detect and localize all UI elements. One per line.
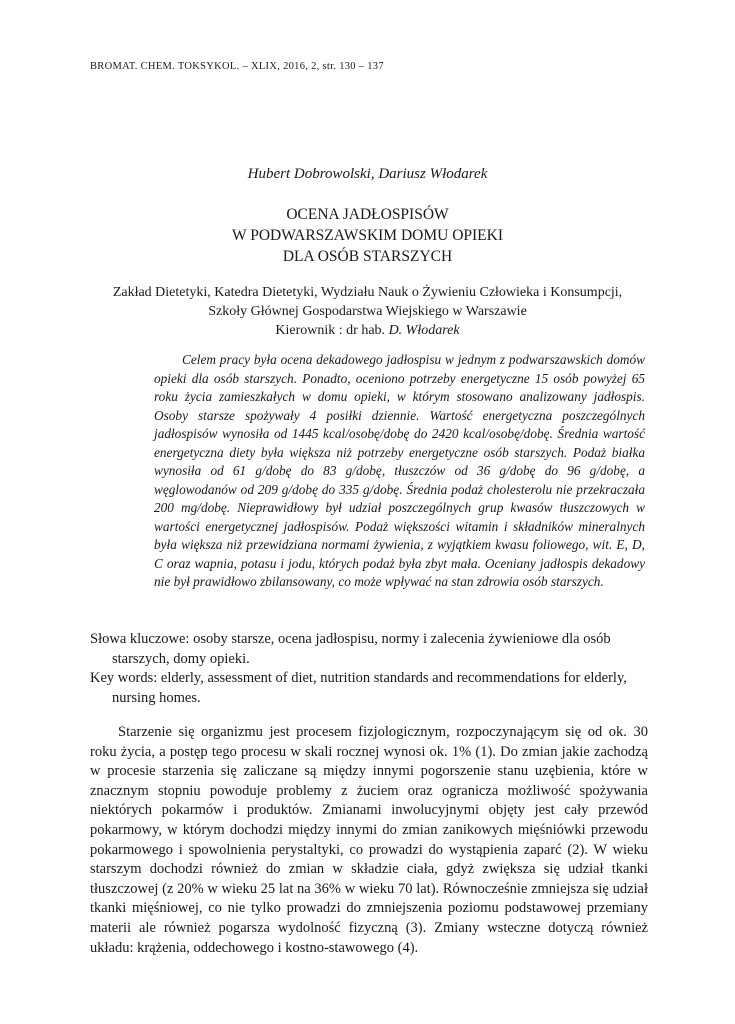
affiliation-head-name: D. Włodarek [388,323,460,338]
affiliation-head-label: Kierownik : dr hab. [275,323,386,338]
title-line-1: OCENA JADŁOSPISÓW [286,206,449,223]
affiliation-head [0,321,735,340]
journal-header: BROMAT. CHEM. TOKSYKOL. – XLIX, 2016, 2, str. 130 – 137 [90,61,384,72]
title-line-3: DLA OSÓB STARSZYCH [282,248,453,265]
keywords-block [90,630,648,708]
affiliation-line-2: Szkoły Głównej Gospodarstwa Wiejskiego w Warszawie [208,304,527,319]
keywords-polish: Słowa kluczowe: osoby starsze, ocena jadłospisu, normy i zalecenia żywieniowe dla osób starszych, domy opieki. [90,631,611,667]
article-title [0,204,735,267]
body-paragraph-1: Starzenie się organizmu jest procesem fizjologicznym, rozpoczynającym się od ok. 30 roku życia, a postęp tego procesu w skali rocznej wynosi ok. 1% (1). Do zmian jakie zachodzą w procesie starzenia się zaliczane są między innymi pogorszenie stanu uzębienia, które w znacznym stopniu powoduje problemy z żuciem oraz ogranicza możliwość spożywania niektórych pokarmów i produktów. Zmianami inwolucyjnymi objęty jest cały przewód pokarmowy, w którym dochodzi między innymi do zmian zanikowych mięśniówki przewodu pokarmowego i spowolnienia perystaltyki, co prowadzi do wystąpienia zaparć (2). W wieku starszym dochodzi również do zmian w składzie ciała, gdyż zwiększa się udział tkanki tłuszczowej (z 20% w wieku 25 lat na 36% w wieku 70 lat). Równocześnie zmniejsza się udział tkanki mięśniowej, co nie tylko prowadzi do zmniejszenia poziomu podstawowej przemiany materii ale również pogarsza wydolność fizyczną (3). Zmiany wsteczne dotyczą również układu: krążenia, oddechowego i kostno-stawowego (4). [90,724,648,956]
affiliation-block [0,283,735,340]
abstract: Celem pracy była ocena dekadowego jadłospisu w jednym z podwarszawskich domów opieki dla osób starszych. Ponadto, oceniono potrzeby energetyczne 15 osób powyżej 65 roku życia zamieszkałych w domu opieki, w którym stosowano analizowany jadłospis. Osoby starsze spożywały 4 posiłki dziennie. Wartość energetyczna poszczególnych jadłospisów wynosiła od 1445 kcal/osobę/dobę do 2420 kcal/osobę/dobę. Średnia wartość energetyczna diety była większa niż potrzeby energetyczne osób starszych. Podaż białka wynosiła od 61 g/dobę do 83 g/dobę, tłuszczów od 36 g/dobę do 96 g/dobę, a węglowodanów od 209 g/dobę do 335 g/dobę. Średnia podaż cholesterolu nie przekraczała 200 mg/dobę. Nieprawidłowy był udział poszczególnych grup kwasów tłuszczowych w wartości energetycznej jadłospisów. Podaż większości witamin i składników mineralnych była większa niż przewidziana normami żywienia, z wyjątkiem kwasu foliowego, wit. E, D, C oraz wapnia, potasu i jodu, których podaż była zbyt mała. Oceniany jadłospis dekadowy nie był prawidłowo zbilansowany, co może wpływać na stan zdrowia osób starszych. [154,352,645,589]
keywords-english: Key words: elderly, assessment of diet, nutrition standards and recommendations for elderly, nursing homes. [90,670,627,706]
authors-line: Hubert Dobrowolski, Dariusz Włodarek [247,166,488,182]
affiliation-line-1: Zakład Dietetyki, Katedra Dietetyki, Wydziału Nauk o Żywieniu Człowieka i Konsumpcji, [112,285,623,300]
title-line-2: W PODWARSZAWSKIM DOMU OPIEKI [231,227,503,244]
